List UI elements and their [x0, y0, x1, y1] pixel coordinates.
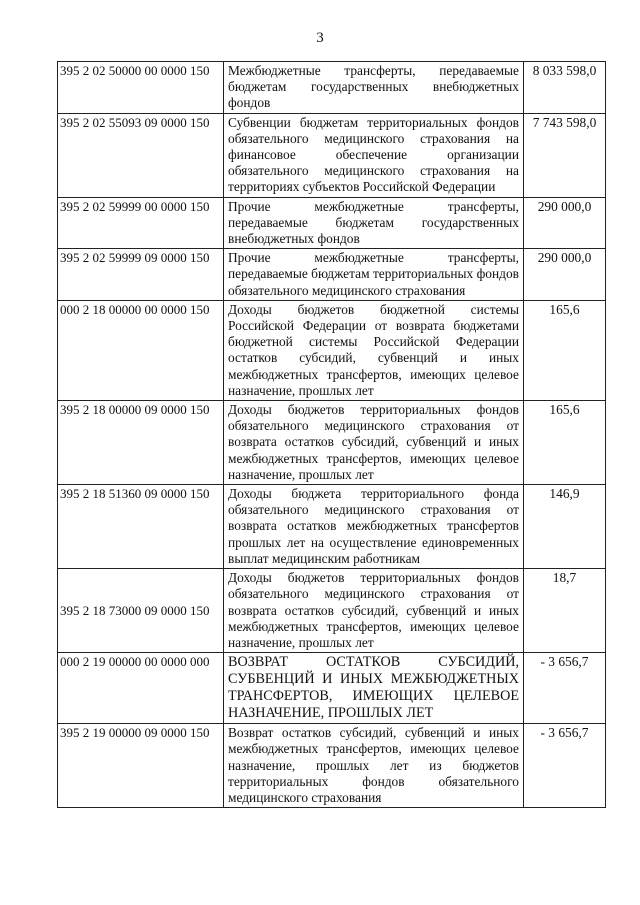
income-description: Субвенции бюджетам территориальных фондов обязательного медицинского страхования на финансовое обеспечение организации обязательного медицинского страхования на территориях субъектов Российской Федерации [224, 113, 524, 197]
table-row [58, 197, 606, 249]
amount-value: 7 743 598,0 [524, 113, 606, 197]
table-row [58, 724, 606, 808]
classification-code: 395 2 18 51360 09 0000 150 [58, 485, 224, 569]
amount-value: 290 000,0 [524, 249, 606, 301]
table-row [58, 300, 606, 400]
amount-value: 8 033 598,0 [524, 62, 606, 114]
income-description: Доходы бюджетов территориальных фондов обязательного медицинского страхования от возврата остатков субсидий, субвенций и иных межбюджетных трансфертов, имеющих целевое назначение, прошлых лет [224, 401, 524, 485]
table-row [58, 653, 606, 724]
income-description: Прочие межбюджетные трансферты, передаваемые бюджетам территориальных фондов обязательного медицинского страхования [224, 249, 524, 301]
income-description: Межбюджетные трансферты, передаваемые бюджетам государственных внебюджетных фондов [224, 62, 524, 114]
budget-revenue-table [57, 61, 606, 808]
classification-code: 000 2 18 00000 00 0000 150 [58, 300, 224, 400]
amount-value: 290 000,0 [524, 197, 606, 249]
amount-value: 146,9 [524, 485, 606, 569]
classification-code: 395 2 02 55093 09 0000 150 [58, 113, 224, 197]
amount-value: - 3 656,7 [524, 653, 606, 724]
classification-code: 000 2 19 00000 00 0000 000 [58, 653, 224, 724]
classification-code: 395 2 18 73000 09 0000 150 [58, 569, 224, 653]
amount-value: 165,6 [524, 401, 606, 485]
classification-code: 395 2 02 59999 00 0000 150 [58, 197, 224, 249]
table-row [58, 62, 606, 114]
table-row [58, 401, 606, 485]
amount-value: 18,7 [524, 569, 606, 653]
classification-code: 395 2 02 59999 09 0000 150 [58, 249, 224, 301]
income-description: Доходы бюджетов бюджетной системы Российской Федерации от возврата бюджетами бюджетной системы Российской Федерации остатков субсидий, субвенций и иных межбюджетных трансфертов, имеющих целевое назначение, прошлых лет [224, 300, 524, 400]
table-row [58, 249, 606, 301]
income-description: Возврат остатков субсидий, субвенций и иных межбюджетных трансфертов, имеющих целевое назначение, прошлых лет из бюджетов территориальных фондов обязательного медицинского страхования [224, 724, 524, 808]
classification-code: 395 2 19 00000 09 0000 150 [58, 724, 224, 808]
classification-code: 395 2 02 50000 00 0000 150 [58, 62, 224, 114]
classification-code: 395 2 18 00000 09 0000 150 [58, 401, 224, 485]
table-row [58, 569, 606, 653]
table-row [58, 113, 606, 197]
amount-value: - 3 656,7 [524, 724, 606, 808]
table-row [58, 485, 606, 569]
page-number: 3 [316, 30, 324, 46]
income-description: Доходы бюджетов территориальных фондов обязательного медицинского страхования от возврата остатков субсидий, субвенций и иных межбюджетных трансфертов, имеющих целевое назначение, прошлых лет [224, 569, 524, 653]
income-description: Прочие межбюджетные трансферты, передаваемые бюджетам государственных внебюджетных фондов [224, 197, 524, 249]
income-description: ВОЗВРАТ ОСТАТКОВ СУБСИДИЙ, СУБВЕНЦИЙ И ИНЫХ МЕЖБЮДЖЕТНЫХ ТРАНСФЕРТОВ, ИМЕЮЩИХ ЦЕЛЕВОЕ НАЗНАЧЕНИЕ, ПРОШЛЫХ ЛЕТ [224, 653, 524, 724]
amount-value: 165,6 [524, 300, 606, 400]
income-description: Доходы бюджета территориального фонда обязательного медицинского страхования от возврата остатков межбюджетных трансфертов прошлых лет на осуществление единовременных выплат медицинским работникам [224, 485, 524, 569]
